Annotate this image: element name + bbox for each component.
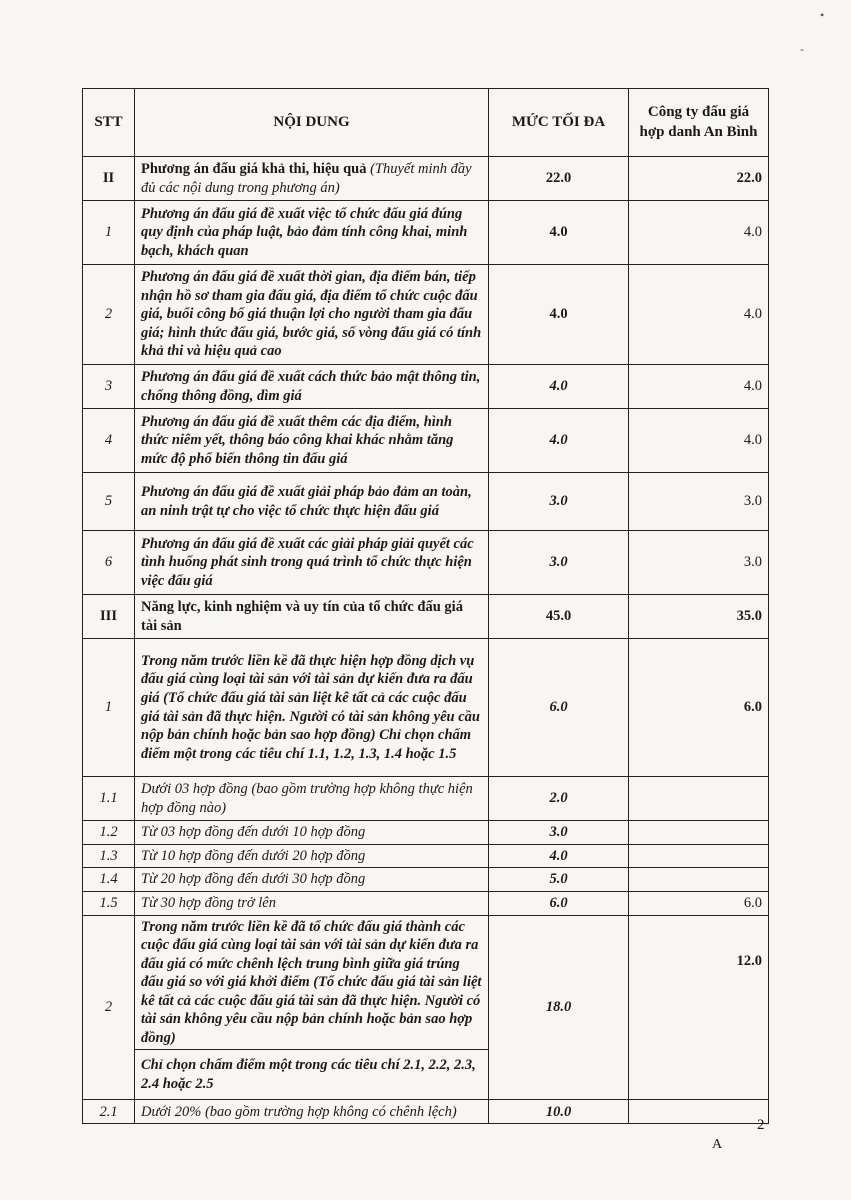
row-stt: 2 xyxy=(83,915,135,1100)
table-row xyxy=(83,157,769,201)
table-row xyxy=(83,821,769,845)
row-content: Từ 20 hợp đồng đến dưới 30 hợp đồng xyxy=(135,868,489,892)
header-content: NỘI DUNG xyxy=(135,89,489,157)
row-content: Năng lực, kinh nghiệm và uy tín của tổ chức đấu giá tài sản xyxy=(135,595,489,639)
initial-mark: A xyxy=(712,1137,723,1152)
row-content: Phương án đấu giá đề xuất cách thức bảo mật thông tin, chống thông đồng, dìm giá xyxy=(135,365,489,409)
row-max-score: 45.0 xyxy=(489,595,629,639)
row-max-score: 5.0 xyxy=(489,868,629,892)
row-stt: 1.4 xyxy=(83,868,135,892)
row-company-score: 35.0 xyxy=(629,595,769,639)
scoring-table xyxy=(82,88,769,1124)
row-max-score: 6.0 xyxy=(489,891,629,915)
header-company: Công ty đấu giá hợp danh An Bình xyxy=(629,89,769,157)
row-content-criteria: Chỉ chọn chấm điểm một trong các tiêu chí 2.1, 2.2, 2.3, 2.4 hoặc 2.5 xyxy=(135,1050,489,1100)
table-row xyxy=(83,365,769,409)
row-stt: 6 xyxy=(83,531,135,595)
row-max-score: 3.0 xyxy=(489,473,629,531)
row-content-note: (Thuyết minh đầy đủ các nội dung trong phương án) xyxy=(141,160,472,196)
row-content xyxy=(135,157,489,201)
row-content-main: Phương án đấu giá khả thi, hiệu quả xyxy=(141,160,367,177)
row-stt: 1 xyxy=(83,201,135,265)
row-company-score xyxy=(629,1100,769,1124)
row-stt: III xyxy=(83,595,135,639)
row-company-score: 3.0 xyxy=(629,473,769,531)
row-company-score: 4.0 xyxy=(629,409,769,473)
row-content: Phương án đấu giá đề xuất các giải pháp giải quyết các tình huống phát sinh trong quá trình tổ chức thực hiện việc đấu giá xyxy=(135,531,489,595)
scan-speck: • xyxy=(820,8,825,22)
row-max-score: 4.0 xyxy=(489,265,629,365)
row-content: Trong năm trước liền kề đã tổ chức đấu giá thành các cuộc đấu giá cùng loại tài sản với tài sản dự kiến đưa ra đấu giá có mức chênh lệch trung bình giữa giá trúng đấu giá so với giá khởi điểm (Tổ chức đấu giá tài sản liệt kê tất cả các cuộc đấu giá tài sản đã thực hiện. Người có tài sản không yêu cầu nộp bản chính hoặc bản sao hợp đồng) xyxy=(135,915,489,1050)
row-stt: 3 xyxy=(83,365,135,409)
row-stt: 1 xyxy=(83,639,135,777)
row-content: Phương án đấu giá đề xuất việc tổ chức đấu giá đúng quy định của pháp luật, bảo đảm tính công khai, minh bạch, khách quan xyxy=(135,201,489,265)
row-company-score xyxy=(629,844,769,868)
row-content: Phương án đấu giá đề xuất thêm các địa điểm, hình thức niêm yết, thông báo công khai khác nhằm tăng mức độ phổ biến thông tin đấu giá xyxy=(135,409,489,473)
row-company-score xyxy=(629,868,769,892)
row-max-score: 2.0 xyxy=(489,777,629,821)
table-row xyxy=(83,265,769,365)
row-company-score xyxy=(629,777,769,821)
row-content: Phương án đấu giá đề xuất thời gian, địa điểm bán, tiếp nhận hồ sơ tham gia đấu giá, địa điểm tổ chức cuộc đấu giá, buổi công bố giá thuận lợi cho người tham gia đấu giá; hình thức đấu giá, bước giá, số vòng đấu giá có tính khả thi và hiệu quả cao xyxy=(135,265,489,365)
row-max-score: 6.0 xyxy=(489,639,629,777)
row-stt: 2.1 xyxy=(83,1100,135,1124)
header-stt: STT xyxy=(83,89,135,157)
row-max-score: 4.0 xyxy=(489,365,629,409)
table-row xyxy=(83,639,769,777)
row-company-score: 6.0 xyxy=(629,639,769,777)
page-number: 2 xyxy=(757,1117,765,1133)
table-row xyxy=(83,777,769,821)
row-stt: 1.2 xyxy=(83,821,135,845)
table-row xyxy=(83,531,769,595)
table-header-row xyxy=(83,89,769,157)
table-row xyxy=(83,1100,769,1124)
table-row xyxy=(83,868,769,892)
row-content: Dưới 20% (bao gồm trường hợp không có chênh lệch) xyxy=(135,1100,489,1124)
table-row xyxy=(83,891,769,915)
row-content: Trong năm trước liền kề đã thực hiện hợp đồng dịch vụ đấu giá cùng loại tài sản với tài sản dự kiến đưa ra đấu giá (Tổ chức đấu giá tài sản liệt kê tất cả các cuộc đấu giá tài sản đã thực hiện. Người có tài sản không yêu cầu nộp bản chính hoặc bản sao hợp đồng) Chỉ chọn chấm điểm một trong các tiêu chí 1.1, 1.2, 1.3, 1.4 hoặc 1.5 xyxy=(135,639,489,777)
row-max-score: 10.0 xyxy=(489,1100,629,1124)
table-row xyxy=(83,409,769,473)
row-stt: 5 xyxy=(83,473,135,531)
row-max-score: 3.0 xyxy=(489,531,629,595)
row-max-score: 3.0 xyxy=(489,821,629,845)
row-company-score: 4.0 xyxy=(629,265,769,365)
row-max-score: 22.0 xyxy=(489,157,629,201)
row-content: Dưới 03 hợp đồng (bao gồm trường hợp không thực hiện hợp đồng nào) xyxy=(135,777,489,821)
row-company-score xyxy=(629,821,769,845)
row-stt: 1.5 xyxy=(83,891,135,915)
table-row xyxy=(83,201,769,265)
row-content: Từ 10 hợp đồng đến dưới 20 hợp đồng xyxy=(135,844,489,868)
header-max-score: MỨC TỐI ĐA xyxy=(489,89,629,157)
row-max-score: 18.0 xyxy=(489,915,629,1100)
row-max-score: 4.0 xyxy=(489,844,629,868)
table-row xyxy=(83,844,769,868)
table-row xyxy=(83,473,769,531)
row-stt: 1.3 xyxy=(83,844,135,868)
row-content: Phương án đấu giá đề xuất giải pháp bảo đảm an toàn, an ninh trật tự cho việc tổ chức thực hiện đấu giá xyxy=(135,473,489,531)
table-row xyxy=(83,915,769,1050)
row-stt: 2 xyxy=(83,265,135,365)
row-company-score: 6.0 xyxy=(629,891,769,915)
row-content: Từ 30 hợp đồng trở lên xyxy=(135,891,489,915)
row-stt: 1.1 xyxy=(83,777,135,821)
row-company-score: 4.0 xyxy=(629,365,769,409)
row-company-score: 3.0 xyxy=(629,531,769,595)
row-max-score: 4.0 xyxy=(489,409,629,473)
row-company-score: 4.0 xyxy=(629,201,769,265)
row-stt: 4 xyxy=(83,409,135,473)
row-max-score: 4.0 xyxy=(489,201,629,265)
row-company-score: 12.0 xyxy=(629,915,769,1100)
row-stt: II xyxy=(83,157,135,201)
row-company-score: 22.0 xyxy=(629,157,769,201)
row-content: Từ 03 hợp đồng đến dưới 10 hợp đồng xyxy=(135,821,489,845)
table-row xyxy=(83,595,769,639)
scan-speck: - xyxy=(800,42,804,56)
